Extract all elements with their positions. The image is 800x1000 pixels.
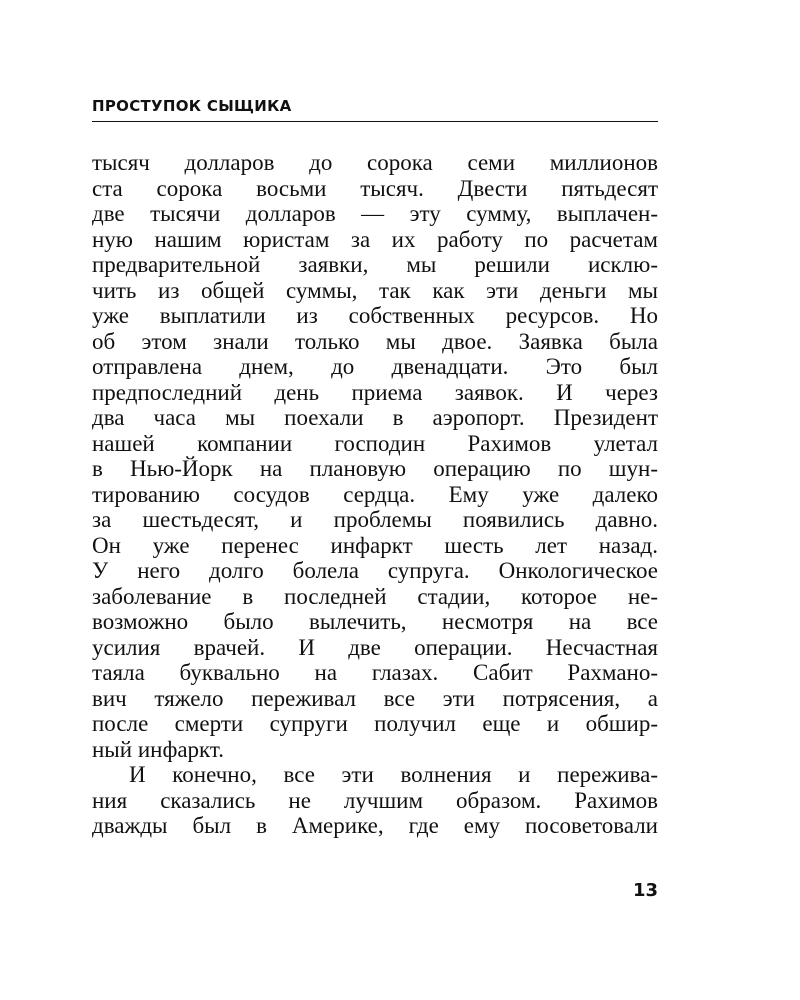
text-line: возможно было вылечить, несмотря на все bbox=[92, 609, 658, 634]
text-line: ния сказались не лучшим образом. Рахимов bbox=[92, 787, 658, 813]
text-line: после смерти супруги получил еще и обшир- bbox=[92, 711, 658, 736]
page-number: 13 bbox=[632, 880, 658, 901]
text-line: в Нью-Йорк на плановую операцию по шун- bbox=[92, 456, 658, 481]
text-line: об этом знали только мы двое. Заявка была bbox=[92, 328, 658, 354]
body-text bbox=[92, 150, 658, 839]
text-line: уже выплатили из собственных ресурсов. Но bbox=[92, 303, 658, 328]
text-line: ста сорока восьми тысяч. Двести пятьдесят bbox=[92, 175, 658, 201]
header-rule bbox=[92, 121, 658, 122]
text-line: Он уже перенес инфаркт шесть лет назад. bbox=[92, 532, 658, 558]
paragraph-2 bbox=[92, 762, 658, 839]
text-line: ную нашим юристам за их работу по расчетам bbox=[92, 226, 658, 252]
text-line: за шестьдесят, и проблемы появились давно. bbox=[92, 507, 658, 532]
text-line: тированию сосудов сердца. Ему уже далеко bbox=[92, 481, 658, 507]
text-line: предварительной заявки, мы решили исклю- bbox=[92, 252, 658, 277]
text-line: дважды был в Америке, где ему посоветовали bbox=[92, 813, 658, 838]
text-line: усилия врачей. И две операции. Несчастная bbox=[92, 634, 658, 660]
text-line: вич тяжело переживал все эти потрясения, а bbox=[92, 685, 658, 711]
text-line: две тысячи долларов — эту сумму, выплачен- bbox=[92, 201, 658, 226]
paragraph-1 bbox=[92, 150, 658, 762]
text-line: заболевание в последней стадии, которое не- bbox=[92, 583, 658, 609]
text-line: таяла буквально на глазах. Сабит Рахмано- bbox=[92, 660, 658, 685]
text-line: два часа мы поехали в аэропорт. Президент bbox=[92, 405, 658, 430]
text-line: нашей компании господин Рахимов улетал bbox=[92, 430, 658, 456]
text-line: отправлена днем, до двенадцати. Это был bbox=[92, 354, 658, 379]
text-line: предпоследний день приема заявок. И через bbox=[92, 379, 658, 405]
text-line: И конечно, все эти волнения и пережива- bbox=[129, 762, 658, 787]
running-head: ПРОСТУПОК СЫЩИКА bbox=[92, 97, 292, 115]
text-line: У него долго болела супруга. Онкологическое bbox=[92, 558, 658, 583]
text-line: чить из общей суммы, так как эти деньги мы bbox=[92, 277, 658, 303]
text-line: ный инфаркт. bbox=[92, 736, 224, 762]
text-line: тысяч долларов до сорока семи миллионов bbox=[92, 150, 658, 175]
